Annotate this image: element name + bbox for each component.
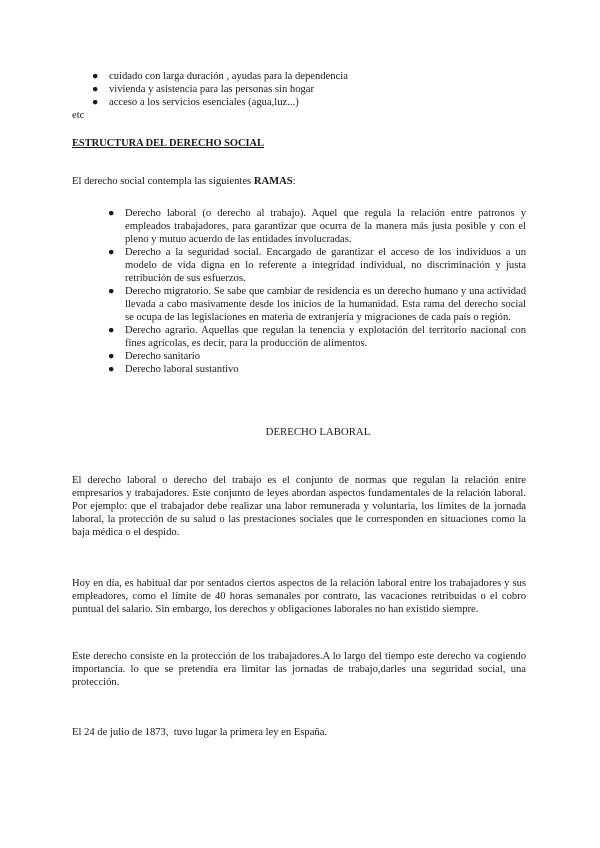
- structure-heading: ESTRUCTURA DEL DERECHO SOCIAL: [72, 138, 264, 149]
- list-item: ● vivienda y asistencia para las personas sin hogar: [92, 84, 315, 95]
- paragraph: El 24 de julio de 1873, tuvo lugar la primera ley en España.: [72, 727, 328, 738]
- bullet-icon: ●: [92, 84, 99, 95]
- bullet-icon: ●: [108, 208, 115, 219]
- intro-sentence: El derecho social contempla las siguientes RAMAS:: [72, 176, 296, 187]
- bullet-icon: ●: [108, 247, 115, 258]
- needs-list: [92, 70, 512, 109]
- intro-bold-word: RAMAS: [253, 176, 293, 187]
- bullet-icon: ●: [92, 71, 99, 82]
- list-item: ● cuidado con larga duración , ayudas para la dependencia: [92, 71, 348, 82]
- bullet-icon: ●: [108, 325, 115, 336]
- paragraph: El derecho laboral o derecho del trabajo es el conjunto de normas que regulan la relación entre empresarios y trabajadores. Este conjunto de leyes abordan aspectos fundamentales de la relación laboral. Por ejemplo: que el trabajador debe realizar una labor remunerada y voluntaria, los límites de la jornada laboral, la protección de su salud o las prestaciones sociales que le corresponden en situaciones como la baja médica o el despido.: [72, 475, 526, 538]
- paragraph: Hoy en día, es habitual dar por sentados ciertos aspectos de la relación laboral entre los trabajadores y sus empleadores, como el límite de 40 horas semanales por contrato, las vacaciones retribuidas o el cobro puntual del salario. Sin embargo, los derechos y obligaciones laborales no han existido siempre.: [72, 578, 526, 615]
- bullet-icon: ●: [92, 97, 99, 108]
- bullet-icon: ●: [108, 286, 115, 297]
- section-title: DERECHO LABORAL: [265, 426, 371, 438]
- branch-item: ● Derecho agrario. Aquellas que regulan la tenencia y explotación del territorio nacional con fines agrícolas, es decir, para la producción de alimentos.: [108, 325, 526, 349]
- branch-item: ● Derecho a la seguridad social. Encargado de garantizar el acceso de los individuos a un modelo de vida digna en lo referente a integridad individual, no discriminación y justa retribución de sus esfuerzos.: [108, 247, 526, 284]
- branches-list: [108, 207, 526, 376]
- branch-item: ● Derecho migratorio. Se sabe que cambiar de residencia es un derecho humano y una actividad llevada a cabo masivamente desde los inicios de la humanidad. Esta rama del derecho social se ocupa de las legislaciones en materia de extranjería y migraciones de cada país o región.: [108, 286, 526, 323]
- branch-item: ● Derecho laboral (o derecho al trabajo). Aquel que regula la relación entre patronos y empleados trabajadores, para garantizar que ocurra de la manera más justa posible y con el pleno y mutuo acuerdo de las entidades involucradas.: [108, 208, 526, 245]
- bullet-icon: ●: [108, 364, 115, 375]
- branch-item: ● Derecho laboral sustantivo: [108, 364, 239, 375]
- paragraph: Este derecho consiste en la protección de los trabajadores.A lo largo del tiempo este derecho va cogiendo importancia. lo que se pretendía era limitar las jornadas de trabajo,darles una seguridad social, una protección.: [72, 651, 526, 688]
- list-item: ● acceso a los servicios esenciales (agua,luz...): [92, 97, 299, 108]
- etc-text: etc: [72, 110, 85, 121]
- branch-item: ● Derecho sanitario: [108, 351, 201, 362]
- bullet-icon: ●: [108, 351, 115, 362]
